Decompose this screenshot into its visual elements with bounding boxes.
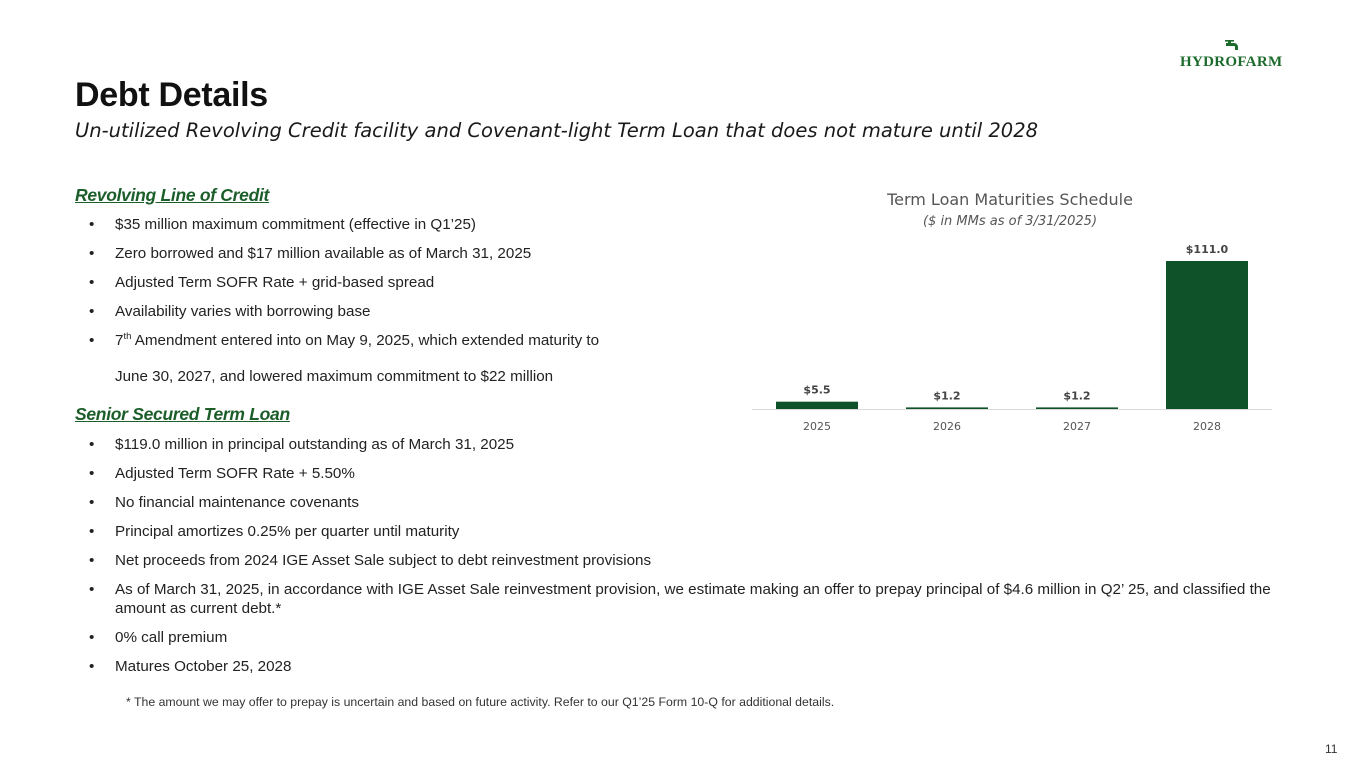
bullet-icon: • xyxy=(89,245,95,262)
hydrofarm-logo xyxy=(1180,40,1290,74)
data-label-2027: $1.2 xyxy=(1063,389,1091,403)
list-item: • $119.0 million in principal outstanding as of March 31, 2025 xyxy=(89,436,515,453)
bar-2025 xyxy=(776,402,858,409)
logo-text: HYDROFARM xyxy=(1180,54,1283,70)
bar-2027 xyxy=(1036,407,1118,409)
page-number: 11 xyxy=(1325,742,1338,756)
data-label-2028: $111.0 xyxy=(1185,243,1229,256)
list-item: • Adjusted Term SOFR Rate + 5.50% xyxy=(89,465,355,482)
bullet-icon: • xyxy=(89,274,95,291)
bullet-icon: • xyxy=(89,436,95,453)
revolving-credit-heading: Revolving Line of Credit xyxy=(75,185,270,205)
bullet-icon: • xyxy=(89,581,95,598)
page-subtitle: Un-utilized Revolving Credit facility and Covenant-light Term Loan that does not mature until 2028 xyxy=(75,119,1039,142)
list-item: • Principal amortizes 0.25% per quarter until maturity xyxy=(89,523,460,540)
list-item: • $35 million maximum commitment (effective in Q1’25) xyxy=(89,216,476,233)
chart-plot xyxy=(740,180,1280,440)
list-item: • Zero borrowed and $17 million available as of March 31, 2025 xyxy=(89,245,532,262)
x-tick-label-2026: 2026 xyxy=(933,420,961,433)
bar-2026 xyxy=(906,407,988,409)
list-item: • Adjusted Term SOFR Rate + grid-based spread xyxy=(89,274,435,291)
chart-title: Term Loan Maturities Schedule xyxy=(887,190,1133,209)
bullet-icon: • xyxy=(89,216,95,233)
revolving-credit-list xyxy=(75,215,695,386)
data-label-2026: $1.2 xyxy=(933,389,961,403)
bullet-icon: • xyxy=(89,465,95,482)
bullet-icon: • xyxy=(89,303,95,320)
bullet-icon: • xyxy=(89,552,95,569)
list-item: • Matures October 25, 2028 xyxy=(89,658,292,675)
bullet-icon: • xyxy=(89,523,95,540)
page-title: Debt Details xyxy=(75,76,268,114)
x-tick-label-2025: 2025 xyxy=(803,420,831,433)
x-tick-label-2027: 2027 xyxy=(1063,420,1091,433)
data-label-2025: $5.5 xyxy=(803,383,831,397)
bullet-icon: • xyxy=(89,629,95,646)
list-item: • 0% call premium xyxy=(89,629,228,646)
term-loan-list xyxy=(75,435,1285,676)
bullet-icon: • xyxy=(89,494,95,511)
x-tick-label-2028: 2028 xyxy=(1193,420,1221,433)
list-item: • Net proceeds from 2024 IGE Asset Sale subject to debt reinvestment provisions xyxy=(89,552,652,569)
term-loan-heading: Senior Secured Term Loan xyxy=(75,404,290,424)
list-item: • As of March 31, 2025, in accordance with IGE Asset Sale reinvestment provision, we estimate making an offer to prepay principal of $4.6 million in Q2’ 25, and classified the amount as current debt.* xyxy=(89,581,1271,617)
bullet-icon: • xyxy=(89,332,95,349)
term-loan-maturities-chart xyxy=(740,180,1280,440)
bullet-icon: • xyxy=(89,658,95,675)
chart-subtitle: ($ in MMs as of 3/31/2025) xyxy=(922,214,1098,229)
list-item: • Availability varies with borrowing base xyxy=(89,303,371,320)
footnote: * The amount we may offer to prepay is uncertain and based on future activity. Refer to our Q1’25 Form 10-Q for additional details. xyxy=(126,695,835,709)
list-item-amendment: • 7th Amendment entered into on May 9, 2025, which extended maturity to June 30, 2027, and lowered maximum commitment to $22 million xyxy=(89,331,600,385)
list-item: • No financial maintenance covenants xyxy=(89,494,359,511)
bar-2028 xyxy=(1166,261,1248,409)
